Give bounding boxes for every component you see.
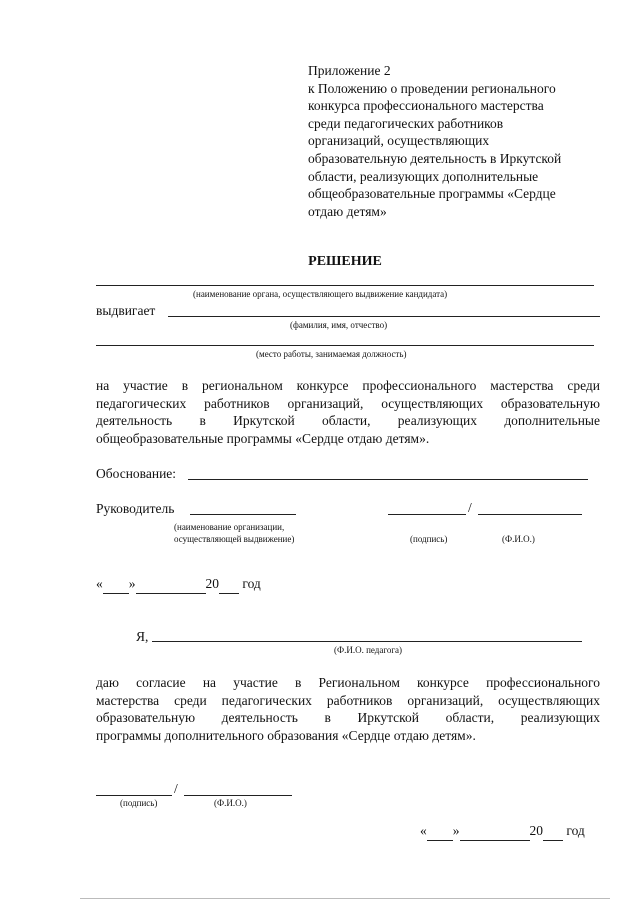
year-word: год bbox=[242, 576, 261, 591]
nomination-paragraph bbox=[96, 377, 600, 447]
teacher-fio-short-field[interactable] bbox=[184, 795, 292, 796]
paragraph-line: даю согласие на участие в Региональном конкурсе профессионального bbox=[96, 675, 600, 690]
paragraph-line: программы дополнительного образования «Сердце отдаю детям». bbox=[96, 727, 476, 743]
organ-caption: (наименование органа, осуществляющего выдвижение кандидата) bbox=[193, 289, 448, 299]
year-prefix: 20 bbox=[205, 576, 219, 591]
workplace-caption: (место работы, занимаемая должность) bbox=[256, 349, 407, 359]
year-field[interactable] bbox=[219, 575, 239, 594]
date-open: « bbox=[96, 576, 103, 591]
document-title: РЕШЕНИЕ bbox=[308, 254, 382, 269]
paragraph-line: на участие в региональном конкурсе профессионального мастерства среди bbox=[96, 378, 600, 393]
appendix-line: Приложение 2 bbox=[308, 63, 391, 78]
organ-field[interactable] bbox=[96, 285, 594, 286]
appendix-line: общеобразовательные программы «Сердце bbox=[308, 186, 556, 202]
slash: / bbox=[468, 500, 472, 515]
consent-paragraph bbox=[96, 674, 600, 744]
date-mid: » bbox=[128, 576, 136, 591]
paragraph-line: мастерства среди педагогических работников организаций, осуществляющих bbox=[96, 692, 600, 708]
nominates-label: выдвигает bbox=[96, 303, 156, 318]
signature-caption: (подпись) bbox=[410, 534, 448, 544]
appendix-header bbox=[308, 62, 608, 220]
month-field[interactable] bbox=[136, 575, 206, 594]
paragraph-line: педагогических работников организаций, осуществляющих образовательную bbox=[96, 395, 600, 411]
teacher-fio-caption: (Ф.И.О. педагога) bbox=[334, 645, 403, 655]
fio-short-caption: (Ф.И.О.) bbox=[214, 798, 247, 808]
appendix-line: среди педагогических работников bbox=[308, 115, 504, 131]
day-field-2[interactable] bbox=[427, 822, 453, 841]
date-open: « bbox=[420, 823, 427, 838]
slash: / bbox=[174, 781, 178, 796]
teacher-signature-field[interactable] bbox=[96, 795, 172, 796]
page-bottom-rule bbox=[80, 898, 610, 899]
appendix-line: области, реализующих дополнительные bbox=[308, 168, 539, 184]
fio-caption: (фамилия, имя, отчество) bbox=[290, 320, 388, 330]
day-field[interactable] bbox=[103, 575, 129, 594]
date-row bbox=[96, 575, 261, 594]
head-label: Руководитель bbox=[96, 501, 175, 516]
paragraph-line: общеобразовательные программы «Сердце отдаю детям». bbox=[96, 430, 430, 446]
appendix-line: организаций, осуществляющих bbox=[308, 133, 490, 149]
i-label: Я, bbox=[136, 629, 149, 644]
head-fio-field[interactable] bbox=[478, 514, 582, 515]
appendix-line: отдаю детям» bbox=[308, 203, 387, 219]
teacher-fio-field[interactable] bbox=[152, 641, 582, 642]
appendix-line: к Положению о проведении регионального bbox=[308, 80, 556, 96]
year-word: год bbox=[566, 823, 585, 838]
candidate-fio-field[interactable] bbox=[168, 316, 600, 317]
paragraph-line: образовательную деятельность в Иркутской области, реализующих bbox=[96, 710, 600, 725]
head-signature-field[interactable] bbox=[388, 514, 466, 515]
month-field-2[interactable] bbox=[460, 822, 530, 841]
date-mid: » bbox=[452, 823, 460, 838]
year-field-2[interactable] bbox=[543, 822, 563, 841]
basis-label: Обоснование: bbox=[96, 466, 177, 481]
year-prefix: 20 bbox=[529, 823, 543, 838]
appendix-line: образовательную деятельность в Иркутской bbox=[308, 150, 562, 166]
head-organization-field[interactable] bbox=[190, 514, 296, 515]
paragraph-line: деятельность в Иркутской области, реализующих дополнительные bbox=[96, 413, 600, 428]
org-caption-1: (наименование организации, bbox=[174, 522, 285, 532]
org-caption-2: осуществляющей выдвижение) bbox=[174, 534, 295, 544]
appendix-line: конкурса профессионального мастерства bbox=[308, 98, 544, 114]
fio-short-caption: (Ф.И.О.) bbox=[502, 534, 535, 544]
date-row-2 bbox=[420, 822, 585, 841]
workplace-field[interactable] bbox=[96, 345, 594, 346]
signature-caption: (подпись) bbox=[120, 798, 158, 808]
basis-field[interactable] bbox=[188, 479, 588, 480]
